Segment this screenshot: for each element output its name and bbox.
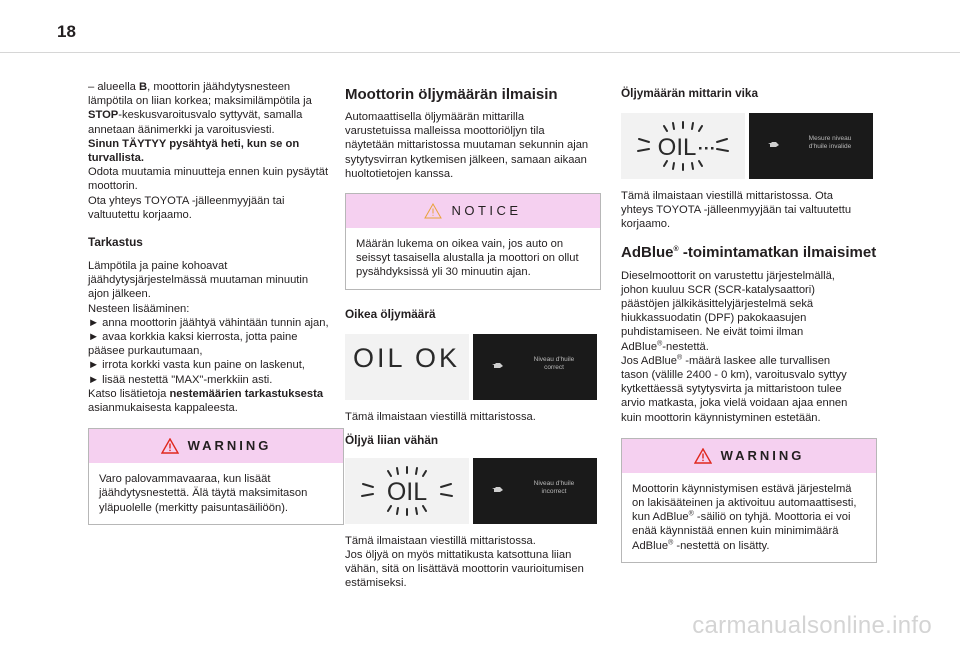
oil-gauge-fault-heading: Öljymäärän mittarin vika <box>621 86 759 100</box>
oil-correct-caption: Tämä ilmaistaan viestillä mittaristossa. <box>345 410 536 423</box>
warning-triangle-icon <box>694 448 712 464</box>
warning-box-adblue <box>621 438 877 563</box>
notice-box <box>345 193 601 290</box>
oil-fault-display <box>621 113 745 179</box>
oil-low-flashing-icon <box>345 458 469 524</box>
warning-header <box>622 439 876 473</box>
notice-triangle-icon <box>424 203 442 219</box>
oil-indicator-title: Moottorin öljymäärän ilmaisin <box>345 86 558 103</box>
warning-header <box>89 429 343 463</box>
page-number: 18 <box>57 22 76 41</box>
oil-correct-heading: Oikea öljymäärä <box>345 306 436 321</box>
oil-low-text: Tämä ilmaistaan viestillä mittaristossa. Jos öljyä on myös mittatikusta katsottuna liian vähän, sitä on lisättävä moottorin vaurioitumisen estämiseksi. <box>345 534 584 590</box>
oil-can-icon <box>491 485 504 493</box>
notice-body: Määrän lukema on oikea vain, jos auto on seissyt tasaisella alustalla ja moottori on ollut pysähdyksissä yli 30 minuutin ajan. <box>356 238 579 279</box>
oil-ok-cluster-message: Niveau d'huile correct <box>473 334 597 400</box>
warning-body: Moottorin käynnistymisen estävä järjestelmä on lakisääteinen ja aktivoituu automaattisesti, kun AdBlue® -säiliö on tyhjä. Moottoria ei voi enää käynnistää ennen kuin minimimäärä AdBlue® -nestettä on lisätty. <box>632 482 857 552</box>
column-1 <box>88 80 344 525</box>
oil-indicator-intro: Automaattisella öljymäärän mittarilla varustetuissa malleissa moottoriöljyn tila näytetään mittaristossa muutaman sekunnin ajan sytytysvirran kytkemisen jälkeen, samaan aikaan huoltotietojen kanssa. <box>345 111 589 180</box>
oil-fault-images <box>621 113 877 179</box>
oil-low-heading: Öljyä liian vähän <box>345 432 439 447</box>
oil-low-images <box>345 458 601 524</box>
oil-low-display <box>345 458 469 524</box>
oil-fault-icon <box>621 113 745 179</box>
notice-header <box>346 194 600 228</box>
oil-can-icon <box>767 140 780 148</box>
oil-can-icon <box>491 361 504 369</box>
oil-fault-cluster-message: Mesure niveau d'huile invalide <box>749 113 873 179</box>
warning-body: Varo palovammavaaraa, kun lisäät jäähdytysnestettä. Älä täytä maksimitason yläpuolelle (merkitty paisuntasäiliöön). <box>99 473 308 514</box>
check-text: Lämpötila ja paine kohoavat jäähdytysjärjestelmässä muutaman minuutin ajon jälkeen. Nesteen lisääminen: ► anna moottorin jäähtyä vähintään tunnin ajan, ► avaa korkkia kaksi kierrosta, jotta paine pääsee purkautumaan, ► irrota korkki vasta kun paine on laskenut, ► lisää nestettä "MAX"-merkkiin asti. Katso lisätietoja nestemäärien tarkastuksesta asianmukaisesta kappaleesta. <box>88 260 329 415</box>
coolant-intro: – alueella B, moottorin jäähdytysnesteen lämpötila on liian korkea; maksimilämpötila ja STOP-keskusvaroitusvalo syttyvät, samalla annetaan äänimerkki ja varoitusviesti. Sinun TÄYTYY pysähtyä heti, kun se on turvallista. Odota muutamia minuutteja ennen kuin pysäytät moottorin. Ota yhteys TOYOTA -jälleenmyyjään tai valtuutettu korjaamo. <box>88 81 329 221</box>
warning-box-coolant <box>88 428 344 525</box>
column-3 <box>621 86 877 563</box>
oil-ok-images <box>345 334 601 400</box>
oil-low-cluster-message: Niveau d'huile incorrect <box>473 458 597 524</box>
oil-ok-display <box>345 334 469 400</box>
svg-text:OIL: OIL <box>657 134 697 161</box>
watermark: carmanualsonline.info <box>692 612 932 639</box>
notice-title: NOTICE <box>451 202 522 218</box>
adblue-text: Dieselmoottorit on varustettu järjestelmällä, johon kuuluu SCR (SCR-katalysaattori) päästöjen jälkikäsittelyjärjestelmä sekä hiukkassuodatin (DPF) pakokaasujen puhdistamiseen. Ne eivät toimi ilman AdBlue®-nestettä. Jos AdBlue® -määrä laskee alle turvallisen tason (välille 2400 - 0 km), varoitusvalo syttyy kytkettäessä sytytysvirta ja mittaristoon tulee arvio matkasta, joka vielä voidaan ajaa ennen kuin moottorin käynnistyminen estetään. <box>621 269 848 424</box>
column-2 <box>345 86 601 591</box>
oil-ok-text: OIL OK <box>353 342 461 373</box>
header-divider <box>0 52 960 53</box>
warning-title: WARNING <box>720 447 805 463</box>
warning-title: WARNING <box>187 438 272 454</box>
check-heading: Tarkastus <box>88 235 143 250</box>
warning-triangle-icon <box>161 438 179 454</box>
oil-fault-text: Tämä ilmaistaan viestillä mittaristossa. Ota yhteys TOYOTA -jälleenmyyjään tai valtuutettu korjaamo. <box>621 190 852 231</box>
svg-text:OIL: OIL <box>386 477 428 506</box>
adblue-title: AdBlue® -toimintamatkan ilmaisimet <box>621 243 877 261</box>
